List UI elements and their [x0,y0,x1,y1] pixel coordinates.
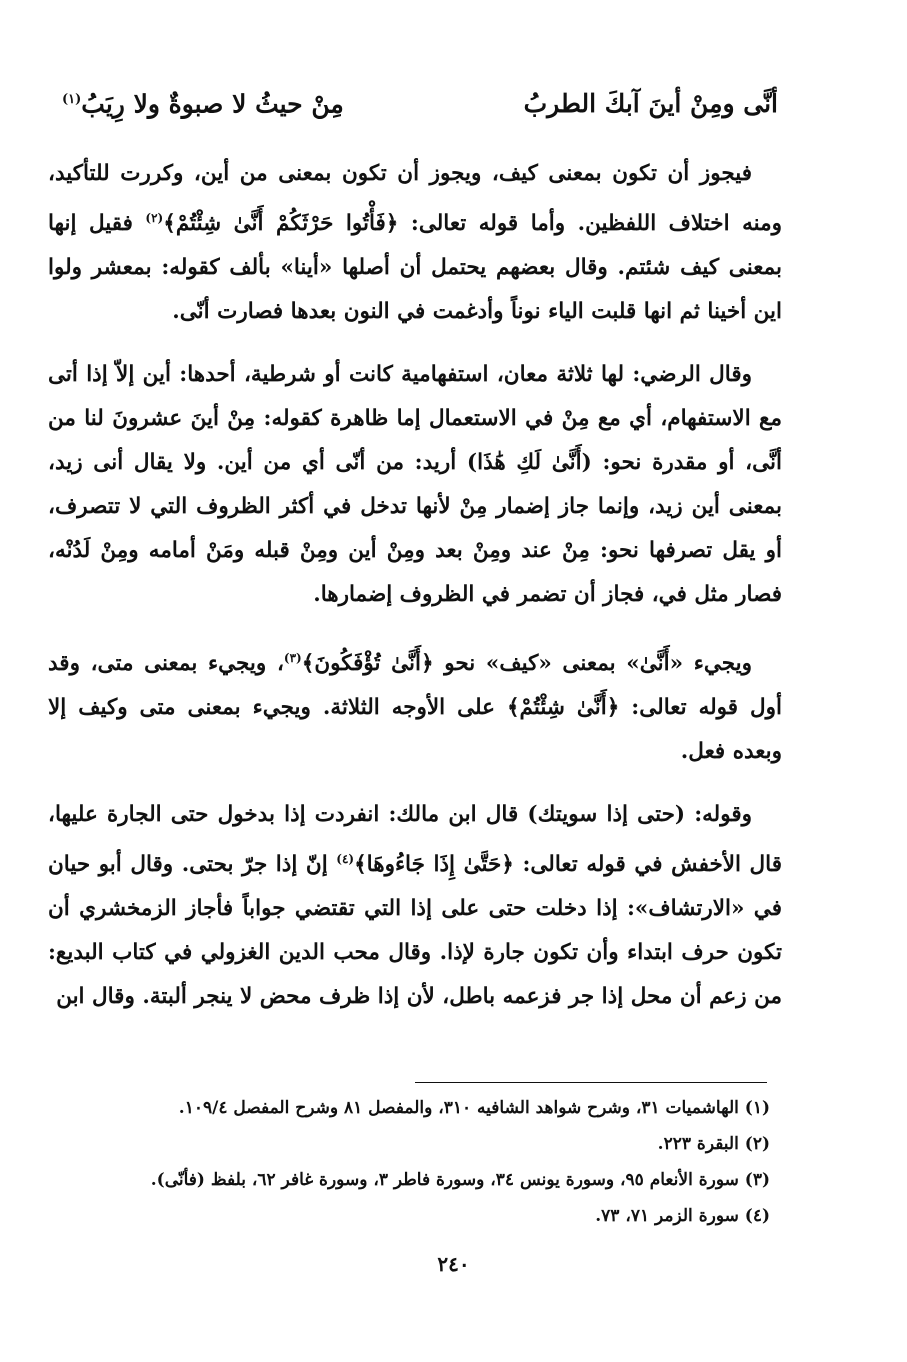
paragraph-2 [48,353,782,617]
verse-footnote-ref: (١) [62,92,82,107]
paragraph-text: ويجيء «أَنَّىٰ» بمعنى «كيف» نحو [433,651,752,677]
paragraph-text: فيجوز أن تكون بمعنى كيف، ويجوز أن تكون بمعنى من أين، وكررت للتأكيد، ومنه اختلاف اللفظين. وأما قوله تعالى: [48,161,782,237]
quran-quote: ﴿أَنَّىٰ تُؤْفَكُونَ﴾ [301,651,434,677]
paragraph-text: وقوله: (حتى إذا سويتك) قال ابن مالك: انفردت إذا بدخول حتى الجارة عليها، قال الأخفش في قوله تعالى: [48,802,782,878]
footnote-2: (٢) البقرة ٢٢٣. [657,1134,770,1154]
paragraph-text: فقيل إنها بمعنى كيف شئتم. وقال بعضهم يحتمل أن أصلها «أينا» بألف كقوله: بمعشر ولوا اين أخينا ثم انها قلبت الياء نوناً وأدغمت في النون بعدها فصارت أنّى. [48,211,782,325]
footnote-1: (١) الهاشميات ٣١، وشرح شواهد الشافيه ٣١٠، والمفصل ٨١ وشرح المفصل ١٠٩/٤. [178,1098,770,1118]
quran-quote: ﴿أَنَّىٰ شِئْتُمْ﴾ [506,695,620,721]
paragraph-text: على الأوجه الثلاثة. ويجيء بمعنى متى وكيف إلا وبعده فعل. [48,695,782,765]
quran-quote: ﴿فَأْتُوا حَرْثَكُمْ أَنَّىٰ شِئْتُمْ﴾ [163,211,399,237]
verse-first-hemistich: أنَّى ومِنْ أينَ آبكَ الطربُ [523,89,778,119]
quran-quote: ﴿حَتَّىٰ إِذَا جَاءُوهَا﴾ [354,852,514,878]
footnote-4: (٤) سورة الزمر ٧١، ٧٣. [595,1206,770,1226]
footnote-ref: (٢) [145,211,164,225]
poetry-verse [62,80,778,124]
verse-second-hemistich-text: مِنْ حيثُ لا صبوةٌ ولا رِيَبُ [81,89,344,119]
paragraph-3 [48,636,782,774]
footnote-3: (٣) سورة الأنعام ٩٥، وسورة يونس ٣٤، وسورة فاطر ٣، وسورة غافر ٦٢، بلفظ (فأنّى). [150,1170,770,1190]
paragraph-text: إنّ إذا جرّ بحتى. وقال أبو حيان في «الارتشاف»: إذا دخلت حتى على إذا التي تقتضي جواباً فأجاز الزمخشري أن تكون حرف ابتداء وأن تكون جارة لإذا. وقال محب الدين الغزولي في كتاب البديع: من زعم أن محل إذا جر فزعمه باطل، لأن إذا ظرف محض لا ينجر ألبتة. وقال ابن [48,852,782,1010]
main-text [48,152,782,1038]
verse-second-hemistich [62,80,344,124]
paragraph-4 [48,793,782,1019]
footnote-separator [415,1082,767,1083]
footnote-ref: (٣) [283,651,302,666]
footnote-ref: (٤) [336,852,355,867]
paragraph-text: وقال الرضي: لها ثلاثة معان، استفهامية كانت أو شرطية، أحدها: أين إلاّ إذا أتى مع الاستفهام، أي مع مِنْ في الاستعمال إما ظاهرة كقوله: مِنْ أينَ عشرونَ لنا من أنَّى، أو مقدرة نحو: (أَنَّىٰ لَكِ هَٰذَا) أريد: من أنّى أي من أين. ولا يقال أنى زيد، بمعنى أين زيد، وإنما جاز إضمار مِنْ لأنها تدخل في أكثر الظروف التي لا تتصرف، أو يقل تصرفها نحو: مِنْ عند ومِنْ بعد ومِنْ أين ومِنْ قبله ومَنْ أمامه ومِنْ لَدُنْه، فصار مثل في، فجاز أن تضمر في الظروف إضمارها. [48,362,782,608]
paragraph-1 [48,152,782,334]
footnotes [70,1090,770,1234]
page-number: ٢٤٠ [437,1252,470,1276]
paragraph-text: ، ويجيء بمعنى متى، وقد أول قوله تعالى: [48,651,782,721]
